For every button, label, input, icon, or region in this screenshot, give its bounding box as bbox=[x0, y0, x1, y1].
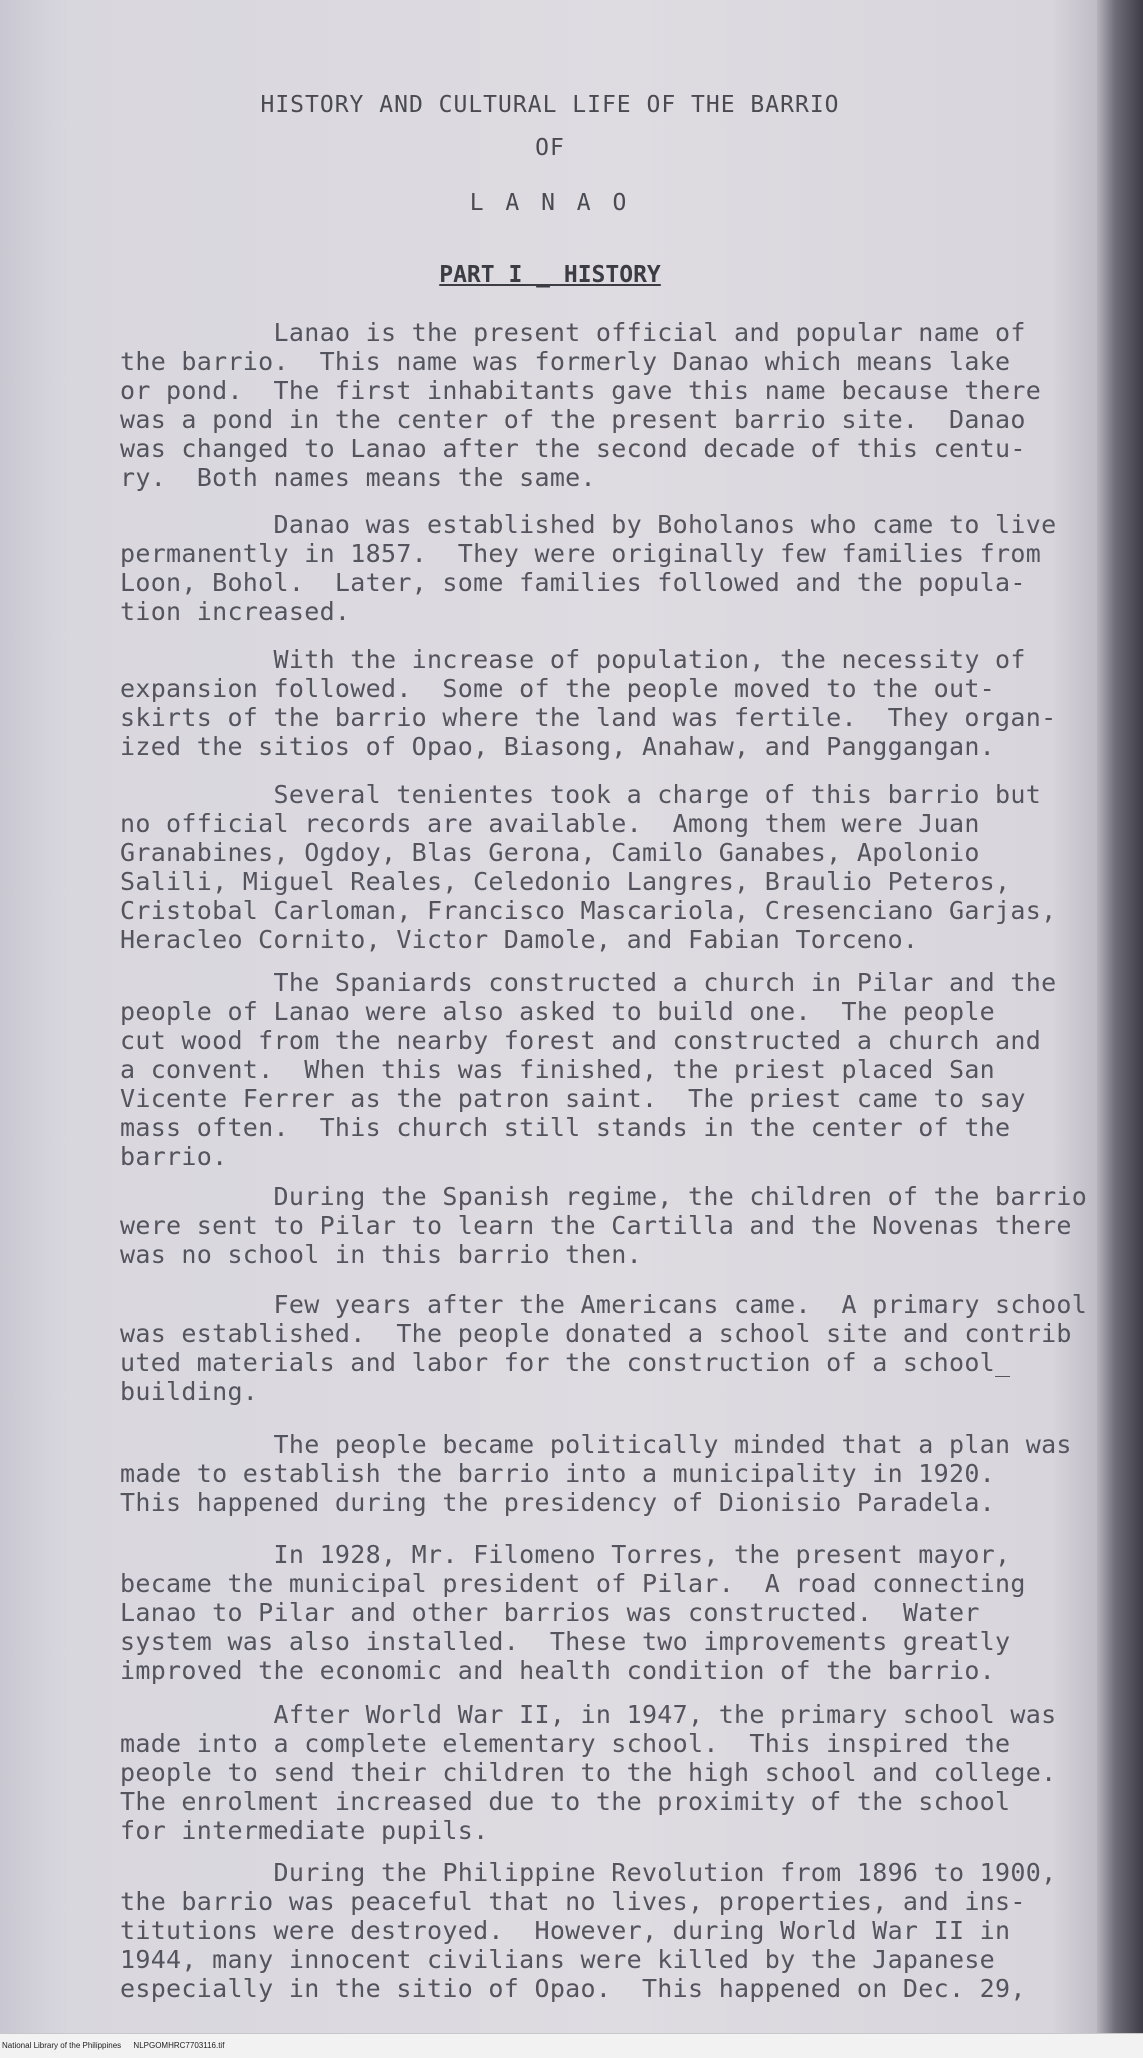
paragraph-1: Lanao is the present official and popular name of the barrio. This name was formerly Danao which means lake or pond. The first inhabitants gave this name because there was a pond in the center of the present barrio site. Danao was changed to Lanao after the second decade of this centu- ry. Both names means the same. bbox=[120, 318, 1042, 492]
paragraph-3: With the increase of population, the necessity of expansion followed. Some of the people moved to the out- skirts of the barrio where the land was fertile. They organ- ized the sitios of Opao, Biasong, Anahaw, and Panggangan. bbox=[120, 645, 1057, 761]
paragraph-8: The people became politically minded that a plan was made to establish the barrio into a municipality in 1920. This happened during the presidency of Dionisio Paradela. bbox=[120, 1430, 1072, 1517]
section-heading: PART I _ HISTORY bbox=[439, 262, 661, 288]
document-title-line-3: L A N A O bbox=[469, 190, 631, 216]
paragraph-10: After World War II, in 1947, the primary school was made into a complete elementary school. This inspired the people to send their children to the high school and college. The enrolment increased due to the proximity of the school for intermediate pupils. bbox=[120, 1700, 1057, 1845]
book-spine-shadow bbox=[1097, 0, 1143, 2058]
paragraph-7: Few years after the Americans came. A primary school was established. The people donated a school site and contrib uted materials and labor for the construction of a school_ building. bbox=[120, 1290, 1088, 1406]
footer-library-name: National Library of the Philippines bbox=[2, 2041, 122, 2050]
paragraph-11: During the Philippine Revolution from 1896 to 1900, the barrio was peaceful that no lives, properties, and ins- titutions were destroyed. However, during World War II in 1944, many innocent civilians were killed by the Japanese especially in the sitio of Opao. This happened on Dec. 29, bbox=[120, 1858, 1057, 2003]
paragraph-9: In 1928, Mr. Filomeno Torres, the present mayor, became the municipal president of Pilar. A road connecting Lanao to Pilar and other barrios was constructed. Water system was also installed. These two improvements greatly improved the economic and health condition of the barrio. bbox=[120, 1540, 1026, 1685]
paragraph-2: Danao was established by Boholanos who came to live permanently in 1857. They were originally few families from Loon, Bohol. Later, some families followed and the popula- tion increased. bbox=[120, 510, 1057, 626]
paragraph-4: Several tenientes took a charge of this barrio but no official records are available. Among them were Juan Granabines, Ogdoy, Blas Gerona, Camilo Ganabes, Apolonio Salili, Miguel Reales, Celedonio Langres, Braulio Peteros, Cristobal Carloman, Francisco Mascariola, Cresenciano Garjas, Heracleo Cornito, Victor Damole, and Fabian Torceno. bbox=[120, 780, 1057, 954]
scan-footer bbox=[0, 2033, 1143, 2058]
document-title-line-1: HISTORY AND CULTURAL LIFE OF THE BARRIO bbox=[260, 92, 840, 118]
paragraph-5: The Spaniards constructed a church in Pilar and the people of Lanao were also asked to build one. The people cut wood from the nearby forest and constructed a church and a convent. When this was finished, the priest placed San Vicente Ferrer as the patron saint. The priest came to say mass often. This church still stands in the center of the barrio. bbox=[120, 968, 1057, 1171]
document-title-line-2: OF bbox=[535, 135, 565, 161]
footer-file-id: NLPGOMHRC7703116.tif bbox=[133, 2041, 225, 2050]
paragraph-6: During the Spanish regime, the children of the barrio were sent to Pilar to learn the Cartilla and the Novenas there was no school in this barrio then. bbox=[120, 1182, 1088, 1269]
